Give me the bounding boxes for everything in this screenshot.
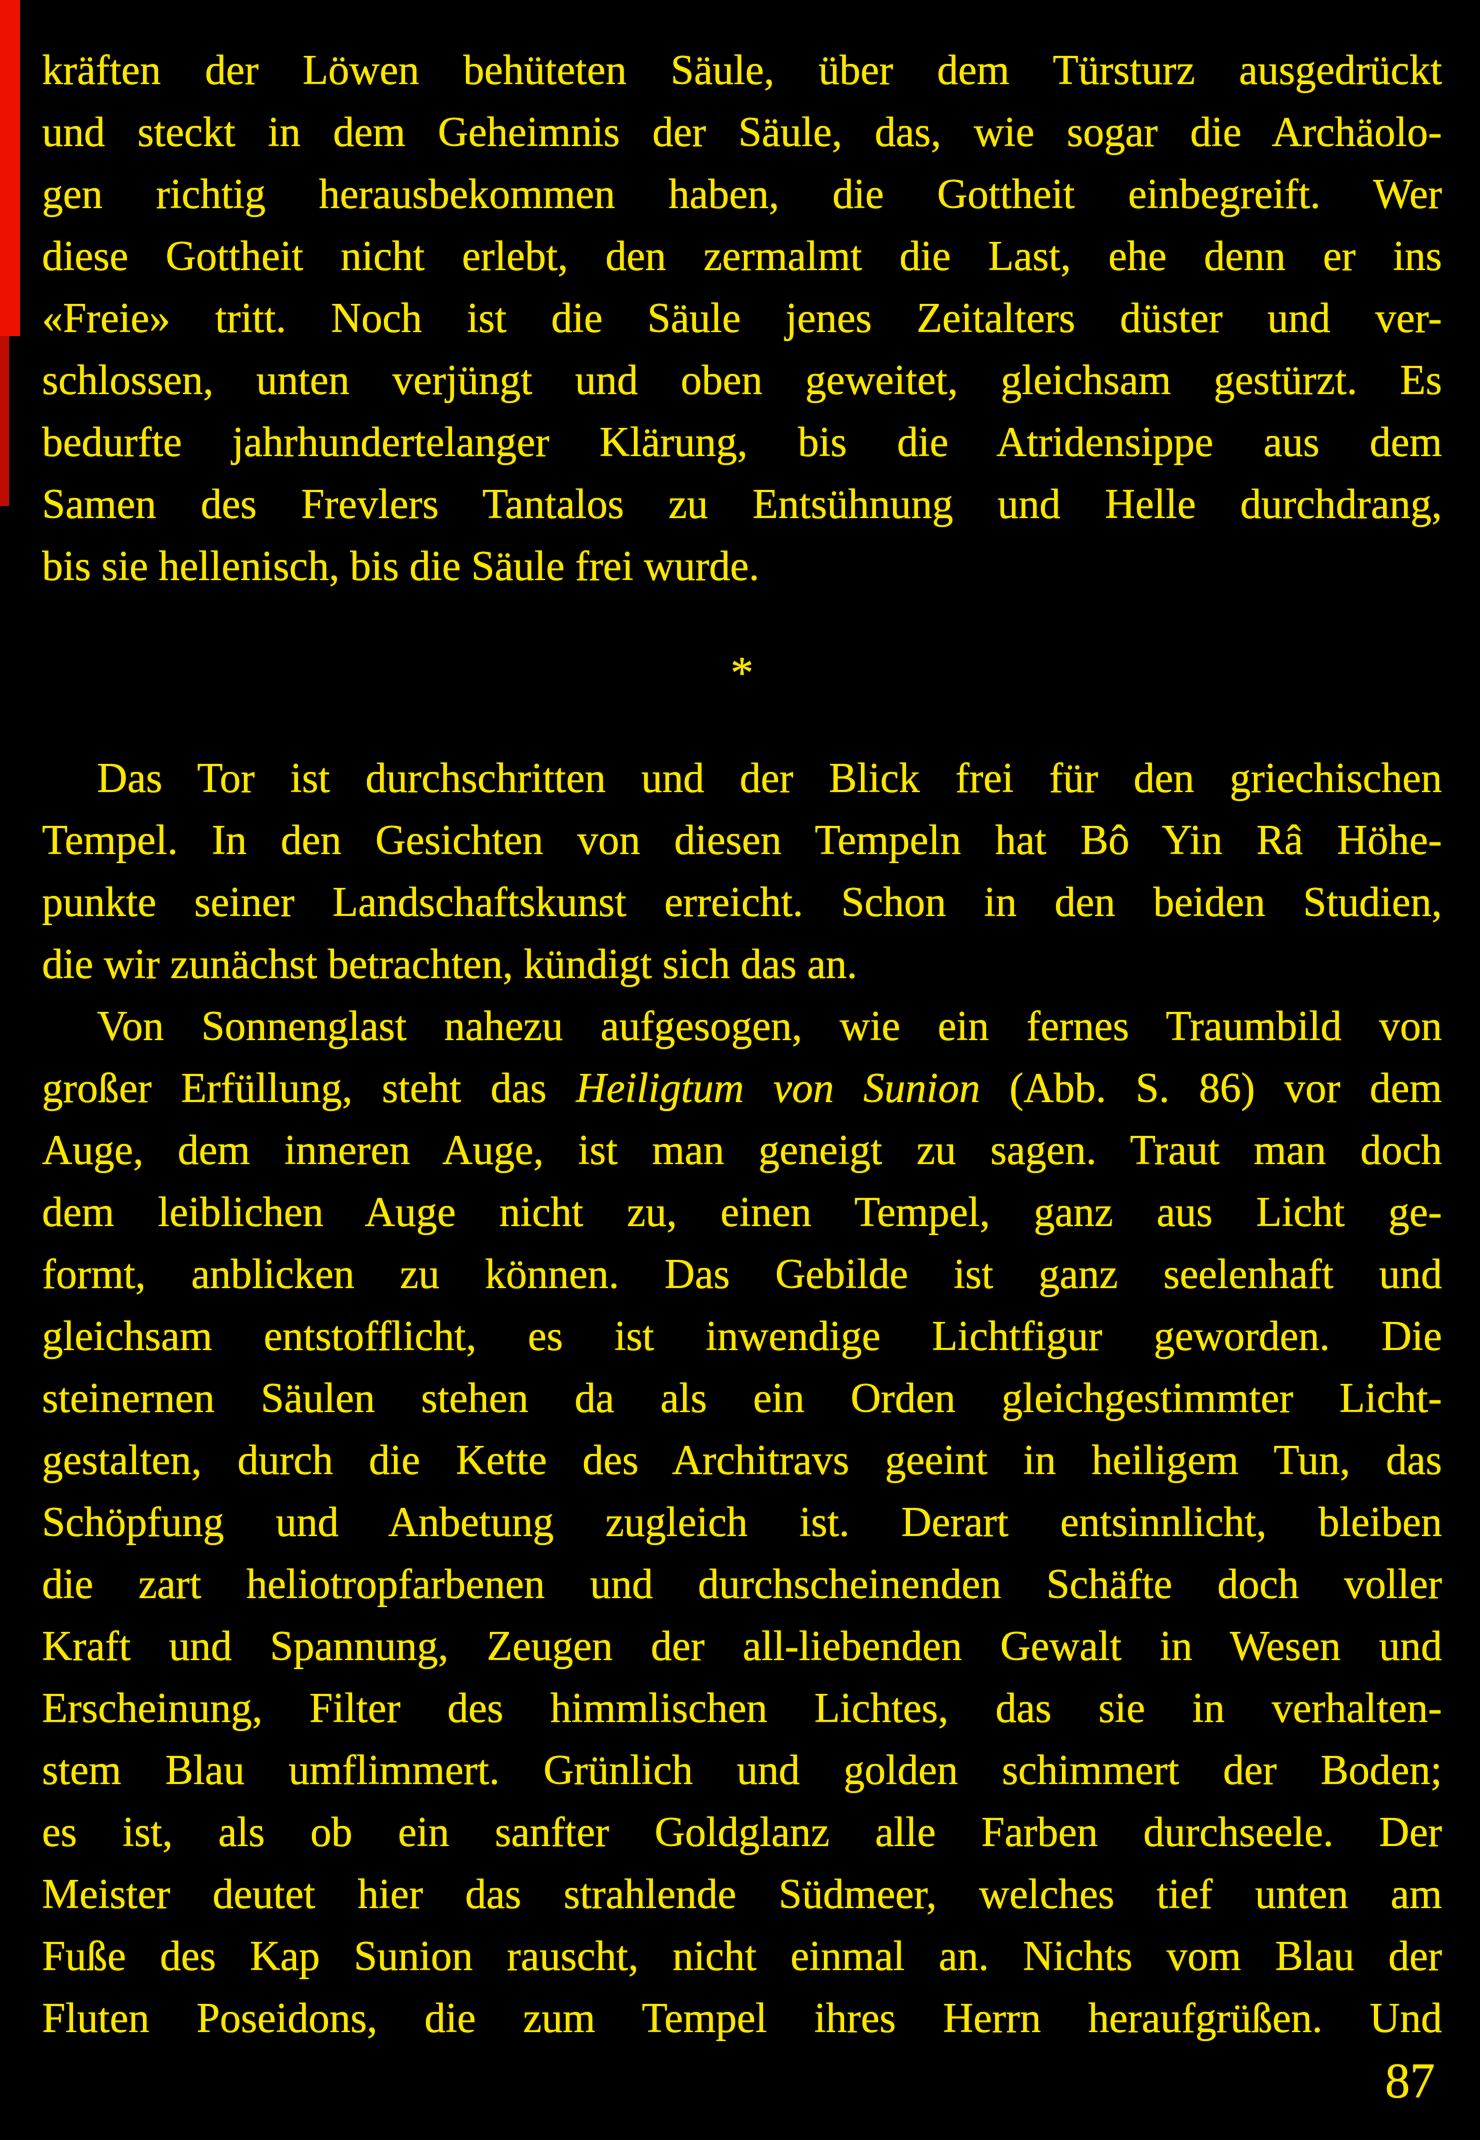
- text-line: [42, 1988, 1442, 2050]
- text-line: [42, 40, 1442, 102]
- text-line: [42, 1244, 1442, 1306]
- text-segment: steinernen Säulen stehen da als ein Orden gleichgestimmter Licht-: [42, 1376, 1442, 1422]
- text-line: [42, 350, 1442, 412]
- text-segment: Das Tor ist durchschritten und der Blick frei für den griechischen: [97, 756, 1442, 802]
- text-segment: (Abb. S. 86) vor dem: [980, 1066, 1443, 1112]
- text-line: [42, 810, 1442, 872]
- text-line: [42, 1926, 1442, 1988]
- text-segment: Fuße des Kap Sunion rauscht, nicht einmal an. Nichts vom Blau der: [42, 1934, 1442, 1980]
- text-line: [42, 1368, 1442, 1430]
- section-separator: *: [730, 647, 754, 698]
- text-line: [42, 934, 1442, 996]
- text-segment: «Freie» tritt. Noch ist die Säule jenes Zeitalters düster und ver-: [42, 296, 1442, 342]
- page-number: 87: [1385, 2052, 1435, 2108]
- text-segment: Meister deutet hier das strahlende Südmeer, welches tief unten am: [42, 1872, 1442, 1918]
- text-line: [42, 102, 1442, 164]
- text-segment: und steckt in dem Geheimnis der Säule, das, wie sogar die Archäolo-: [42, 110, 1442, 156]
- text-line: [42, 1058, 1442, 1120]
- text-segment: kräften der Löwen behüteten Säule, über dem Türsturz ausgedrückt: [42, 48, 1442, 94]
- text-segment: Kraft und Spannung, Zeugen der all-liebenden Gewalt in Wesen und: [42, 1624, 1442, 1670]
- text-segment: gleichsam entstofflicht, es ist inwendige Lichtfigur geworden. Die: [42, 1314, 1442, 1360]
- text-segment: Schöpfung und Anbetung zugleich ist. Derart entsinnlicht, bleiben: [42, 1500, 1442, 1546]
- text-segment: es ist, als ob ein sanfter Goldglanz alle Farben durchseele. Der: [42, 1810, 1442, 1856]
- text-segment: bis sie hellenisch, bis die Säule frei wurde.: [42, 544, 760, 590]
- text-line: [42, 1120, 1442, 1182]
- text-segment: Tempel. In den Gesichten von diesen Tempeln hat Bô Yin Râ Höhe-: [42, 818, 1442, 864]
- text-line: [42, 164, 1442, 226]
- text-segment: diese Gottheit nicht erlebt, den zermalmt die Last, ehe denn er ins: [42, 234, 1442, 280]
- text-segment: die zart heliotropfarbenen und durchscheinenden Schäfte doch voller: [42, 1562, 1442, 1608]
- text-line: [42, 1306, 1442, 1368]
- text-line: [42, 412, 1442, 474]
- text-line: [42, 1740, 1442, 1802]
- text-line: [42, 1492, 1442, 1554]
- text-line: [42, 1678, 1442, 1740]
- text-segment: Samen des Frevlers Tantalos zu Entsühnung und Helle durchdrang,: [42, 482, 1442, 528]
- text-segment: bedurfte jahrhundertelanger Klärung, bis die Atridensippe aus dem: [42, 420, 1442, 466]
- text-line: [42, 1554, 1442, 1616]
- italic-work-title: Heiligtum von Sunion: [575, 1066, 981, 1112]
- text-segment: gestalten, durch die Kette des Architravs geeint in heiligem Tun, das: [42, 1438, 1442, 1484]
- text-segment: Erscheinung, Filter des himmlischen Lichtes, das sie in verhalten-: [42, 1686, 1442, 1732]
- text-segment: großer Erfüllung, steht das: [42, 1066, 576, 1112]
- text-segment: stem Blau umflimmert. Grünlich und golden schimmert der Boden;: [42, 1748, 1442, 1794]
- text-segment: schlossen, unten verjüngt und oben geweitet, gleichsam gestürzt. Es: [42, 358, 1442, 404]
- text-segment: Von Sonnenglast nahezu aufgesogen, wie ein fernes Traumbild von: [97, 1004, 1442, 1050]
- text-segment: dem leiblichen Auge nicht zu, einen Tempel, ganz aus Licht ge-: [42, 1190, 1442, 1236]
- text-line: [42, 748, 1442, 810]
- text-segment: gen richtig herausbekommen haben, die Gottheit einbegreift. Wer: [42, 172, 1442, 218]
- text-segment: Fluten Poseidons, die zum Tempel ihres Herrn heraufgrüßen. Und: [42, 1996, 1442, 2042]
- text-line: [42, 872, 1442, 934]
- text-line: [42, 1430, 1442, 1492]
- text-line: [42, 996, 1442, 1058]
- text-line: [42, 288, 1442, 350]
- text-segment: punkte seiner Landschaftskunst erreicht. Schon in den beiden Studien,: [42, 880, 1442, 926]
- text-line: [42, 1864, 1442, 1926]
- text-segment: Auge, dem inneren Auge, ist man geneigt zu sagen. Traut man doch: [42, 1128, 1442, 1174]
- text-line: [42, 474, 1442, 536]
- text-block: [42, 40, 1442, 2050]
- text-line: [42, 1616, 1442, 1678]
- red-margin-stripe-tail: [0, 336, 9, 506]
- text-line: [42, 226, 1442, 288]
- text-line: [42, 1182, 1442, 1244]
- red-margin-stripe: [0, 0, 20, 336]
- text-segment: formt, anblicken zu können. Das Gebilde ist ganz seelenhaft und: [42, 1252, 1442, 1298]
- text-line: [42, 536, 1442, 598]
- text-segment: die wir zunächst betrachten, kündigt sich das an.: [42, 942, 858, 988]
- text-line: [42, 1802, 1442, 1864]
